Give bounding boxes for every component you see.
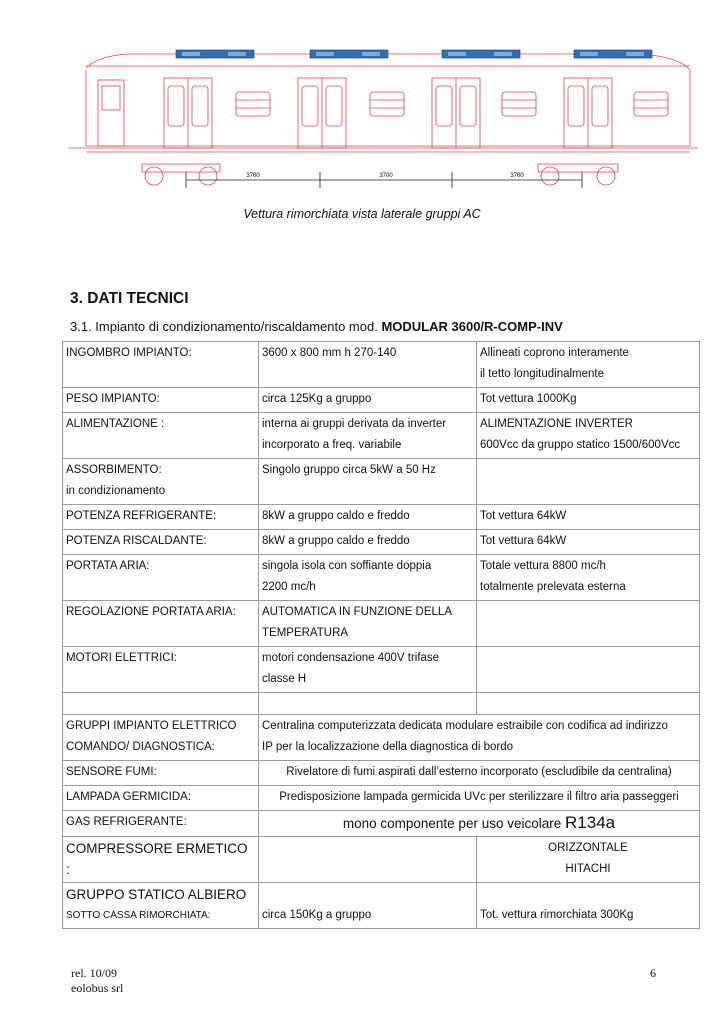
value-line: interna ai gruppi derivata da inverter [262,418,447,430]
gas-name: R134a [565,813,616,832]
row-note [477,342,700,388]
subtitle-prefix: 3.1. Impianto di condizionamento/riscaldamento mod. [70,319,378,334]
table-row [63,761,700,786]
row-note: Tot vettura 64kW [477,530,700,555]
table-row [63,883,700,929]
table-row [63,459,700,505]
row-label: POTENZA REFRIGERANTE: [63,505,259,530]
row-label [63,715,259,761]
row-value [259,647,477,693]
value-line: Centralina computerizzata dedicata modulare estraibile con codifica ad indirizzo [262,720,668,732]
row-note [477,647,700,693]
value-line: TEMPERATURA [262,627,349,639]
table-row [63,811,700,837]
note-line: ALIMENTAZIONE INVERTER [480,418,633,430]
value-line: incorporato a freq. variabile [262,439,402,451]
footer-rel: rel. 10/09 [71,966,117,980]
row-value: Predisposizione lampada germicida UVc per sterilizzare il filtro aria passeggeri [259,786,700,811]
row-label: ALIMENTAZIONE : [63,413,259,459]
note-line: Totale vettura 8800 mc/h [480,560,606,572]
row-note: Tot vettura 1000Kg [477,388,700,413]
value-line: singola isola con soffiante doppia [262,560,432,572]
value-line: IP per la localizzazione della diagnostica di bordo [262,741,514,753]
note-line: totalmente prelevata esterna [480,581,626,593]
table-row [63,601,700,647]
label-line: GRUPPI IMPIANTO ELETTRICO [66,720,237,732]
table-row [63,555,700,601]
train-side-view-drawing [58,40,698,200]
row-value: 8kW a gruppo caldo e freddo [259,505,477,530]
row-value: Singolo gruppo circa 5kW a 50 Hz [259,459,477,505]
value-line: 2200 mc/h [262,581,316,593]
dimension-label-2: 3700 [379,173,393,179]
label-line: ASSORBIMENTO: [66,464,162,476]
value-line: AUTOMATICA IN FUNZIONE DELLA [262,606,452,618]
row-label: PORTATA ARIA: [63,555,259,601]
row-note [477,413,700,459]
table-row [63,342,700,388]
note-line: ORIZZONTALE [548,842,628,854]
row-label: MOTORI ELETTRICI: [63,647,259,693]
row-value: Rivelatore di fumi aspirati dall’esterno incorporato (escludibile da centralina) [259,761,700,786]
row-value [259,811,700,837]
row-value: 3600 x 800 mm h 270-140 [259,342,477,388]
page-number: 6 [650,966,656,980]
row-value: circa 125Kg a gruppo [259,388,477,413]
gas-description: mono componente per uso veicolare [342,816,562,831]
figure-caption: Vettura rimorchiata vista laterale gruppi AC [243,207,481,221]
row-value [259,837,477,883]
table-row-empty [63,693,700,715]
note-line: Allineati coprono interamente [480,347,629,359]
row-label: LAMPADA GERMICIDA: [63,786,259,811]
value-line: classe H [262,673,307,685]
table-row [63,530,700,555]
row-value: circa 150Kg a gruppo [259,883,477,929]
row-note: Tot. vettura rimorchiata 300Kg [477,883,700,929]
row-label: PESO IMPIANTO: [63,388,259,413]
row-label: POTENZA RISCALDANTE: [63,530,259,555]
note-line: il tetto longitudinalmente [480,368,605,380]
section-title: 3. DATI TECNICI [70,290,189,307]
row-note [477,837,700,883]
row-label: COMPRESSORE ERMETICO : [63,837,259,883]
note-line: 600Vcc da gruppo statico 1500/600Vcc [480,439,681,451]
row-label: INGOMBRO IMPIANTO: [63,342,259,388]
footer-left [71,966,123,996]
footer-company: eolobus srl [71,981,124,995]
row-label: GAS REFRIGERANTE: [63,811,259,837]
row-note [477,459,700,505]
dimension-label-1: 3700 [246,173,260,179]
value-line: motori condensazione 400V trifase [262,652,440,664]
table-row [63,837,700,883]
row-value [259,555,477,601]
label-line: SOTTO CASSA RIMORCHIATA: [66,910,211,921]
row-label: SENSORE FUMI: [63,761,259,786]
technical-data-table [62,341,700,929]
row-label [63,459,259,505]
table-row [63,786,700,811]
label-line: GRUPPO STATICO ALBIERO [66,887,247,902]
dimension-label-3: 3700 [510,173,524,179]
subtitle-model: MODULAR 3600/R-COMP-INV [381,319,563,334]
row-value [259,413,477,459]
table-row [63,715,700,761]
row-note [477,601,700,647]
note-line: HITACHI [565,863,611,875]
row-value [259,601,477,647]
table-row [63,413,700,459]
row-value [259,715,700,761]
table-row [63,388,700,413]
row-label: REGOLAZIONE PORTATA ARIA: [63,601,259,647]
row-label [63,883,259,929]
label-line: COMANDO/ DIAGNOSTICA: [66,741,215,753]
table-row [63,647,700,693]
label-line: in condizionamento [66,485,166,497]
table-row [63,505,700,530]
row-note [477,555,700,601]
row-value: 8kW a gruppo caldo e freddo [259,530,477,555]
section-subtitle [70,319,563,334]
row-note: Tot vettura 64kW [477,505,700,530]
